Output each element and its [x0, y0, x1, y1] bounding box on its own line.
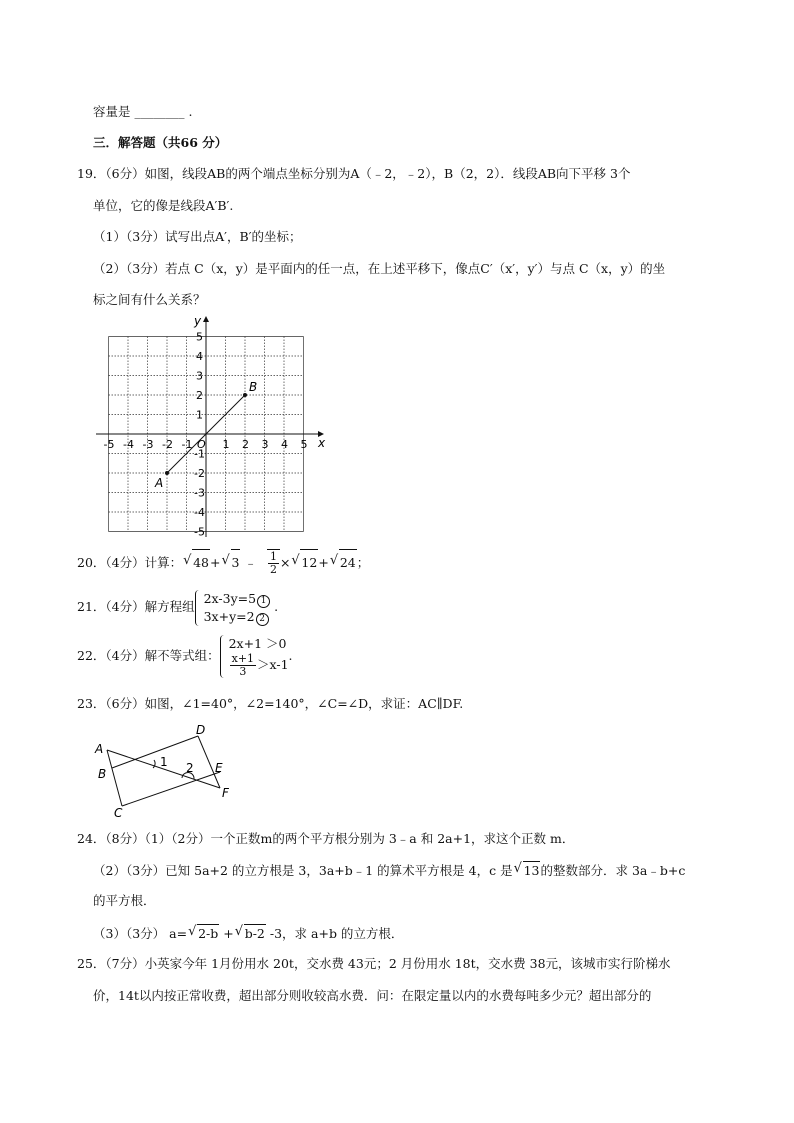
y-axis-label: y: [194, 316, 202, 328]
frac-den: 2: [269, 563, 277, 576]
y-tick-label: 5: [196, 330, 203, 344]
q19-line1: 19．（6分）如图，线段AB的两个端点坐标分别为A（﹣2，﹣2），B（2，2）．线段AB向下平移 3个: [77, 166, 631, 181]
ineq2-rest: ＞x-1: [257, 657, 289, 672]
q19-line2: 单位，它的像是线段A′B′.: [93, 198, 234, 213]
frac-num: 1: [269, 550, 277, 563]
line-ac: [107, 750, 122, 806]
y-tick-label: -3: [194, 486, 205, 500]
q24-line3: 的平方根．: [93, 893, 156, 908]
y-tick-label: -4: [194, 506, 205, 519]
coordinate-graph: [92, 316, 332, 538]
x-tick-label: -4: [123, 438, 134, 451]
y-tick-label: -2: [194, 467, 205, 480]
point-a-label: A: [155, 476, 164, 490]
equation-system: [195, 590, 270, 626]
label-f: F: [222, 786, 229, 800]
x-tick-label: 4: [281, 438, 288, 451]
point-b: [243, 393, 247, 397]
q24-line1: 24．（8分）（1）（2分）一个正数m的两个平方根分别为 3﹣a 和 2a+1，求这个正数 m．: [77, 831, 575, 846]
sqrt-13: √ 13: [523, 861, 541, 880]
q23: 23．（6分）如图，∠1=40°，∠2=140°，∠C=∠D，求证：AC∥DF.: [77, 696, 464, 711]
eq1-text: 2x-3y=5: [203, 590, 257, 606]
q24-line2: [93, 861, 685, 880]
x-tick-label: 1: [222, 438, 230, 451]
label-e: E: [215, 761, 223, 775]
x-tick-label: 5: [300, 438, 308, 451]
q19-part2b: 标之间有什么关系？: [93, 292, 206, 307]
q24-line4: [93, 924, 403, 943]
sqrt-48: √ 48: [192, 549, 210, 576]
q21: [77, 587, 278, 627]
q22-end: .: [288, 648, 293, 663]
label-b: B: [98, 767, 107, 781]
sqrt-12: √ 12: [300, 549, 318, 576]
x-tick-label: 3: [261, 438, 269, 451]
q19-part2a: （2）（3分）若点 C（x，y）是平面内的任一点，在上述平移下，像点C′（x′，y′）与点 C（x，y）的坐: [93, 261, 666, 276]
q25-line2: 价，14t以内按正常收费，超出部分则收较高水费．问：在限定量以内的水费每吨多少元？超出部分的: [93, 988, 652, 1003]
y-tick-label: 2: [196, 389, 203, 402]
angle-1-arc: [153, 760, 155, 768]
label-a: A: [95, 742, 104, 756]
inequality-2: [229, 653, 289, 678]
q24-line2-pre: （2）（3分）已知 5a+2 的立方根是 3，3a+b﹣1 的算术平方根是 4，c 是: [93, 863, 513, 878]
sqrt-2-minus-b: √ 2-b: [197, 924, 219, 943]
eq2-marker: 2: [256, 613, 269, 626]
x-tick-label: -3: [142, 438, 154, 451]
axes: [96, 316, 324, 537]
q25-line1: 25．（7分）小英家今年 1月份用水 20t，交水费 43元；2 月份用水 18t，交水费 38元，该城市实行阶梯水: [77, 956, 671, 971]
q20: [77, 549, 369, 576]
point-a: [165, 471, 169, 475]
q20-minus: ﹣: [240, 555, 257, 570]
q24-line4-post: -3，求 a+b 的立方根．: [265, 926, 404, 941]
y-tick-label: 3: [196, 369, 203, 383]
q19-part1: （1）（3分）试写出点A′，B′的坐标；: [93, 229, 302, 244]
section-title: 三．解答题（共66 分）: [93, 135, 228, 150]
q24-line2-post: 的整数部分．求 3a﹣b+c: [540, 863, 686, 878]
inequality-1: 2x+1 ＞0: [228, 636, 287, 651]
q20-plus1: +: [210, 555, 221, 570]
eq1-marker: 1: [257, 595, 270, 608]
ineq-fraction: [230, 653, 256, 678]
q18-tail: 容量是 ________ .: [93, 104, 193, 119]
ineq-frac-num: x+1: [231, 652, 255, 665]
label-c: C: [114, 806, 123, 818]
parallel-lines-figure: [90, 722, 250, 818]
q20-plus2: +: [318, 555, 329, 570]
y-axis-arrow: [203, 316, 209, 322]
x-axis-label: x: [318, 436, 326, 450]
x-tick-label: 2: [242, 438, 249, 451]
x-tick-label: -1: [181, 438, 193, 451]
eq2-text: 3x+y=2: [203, 608, 255, 624]
y-tick-label: 4: [196, 350, 203, 363]
q20-prefix: 20．（4分）计算：: [77, 555, 183, 570]
x-tick-label: -2: [162, 438, 173, 451]
y-tick-label: 1: [196, 408, 203, 422]
origin-label: O: [197, 438, 206, 451]
sqrt-3: √ 3: [231, 549, 241, 576]
sqrt-b-minus-2: √ b-2: [244, 924, 266, 943]
label-angle-1: 1: [160, 755, 168, 769]
q22: [77, 626, 293, 686]
line-cd: [122, 772, 220, 806]
q21-prefix: 21．（4分）解方程组: [77, 599, 195, 614]
q24-line4-pre: （3）（3分） a=: [93, 926, 188, 941]
equation-2: [204, 608, 270, 626]
x-tick-label: -5: [103, 438, 115, 451]
point-b-label: B: [249, 380, 258, 394]
y-tick-label: -1: [194, 447, 205, 461]
ineq-frac-den: 3: [239, 665, 247, 678]
y-tick-label: -5: [194, 525, 205, 538]
sqrt-half: [267, 549, 280, 576]
q21-end: .: [274, 599, 279, 614]
inequality-system: [220, 635, 289, 678]
label-angle-2: 2: [186, 761, 194, 775]
half-fraction: [268, 551, 279, 576]
q20-times: ×: [279, 555, 291, 570]
q22-prefix: 22．（4分）解不等式组：: [77, 648, 220, 663]
equation-1: [204, 590, 270, 608]
q24-line4-mid: +: [219, 926, 234, 941]
q20-end: ；: [356, 555, 370, 570]
label-d: D: [196, 723, 206, 737]
sqrt-24: √ 24: [339, 549, 357, 576]
